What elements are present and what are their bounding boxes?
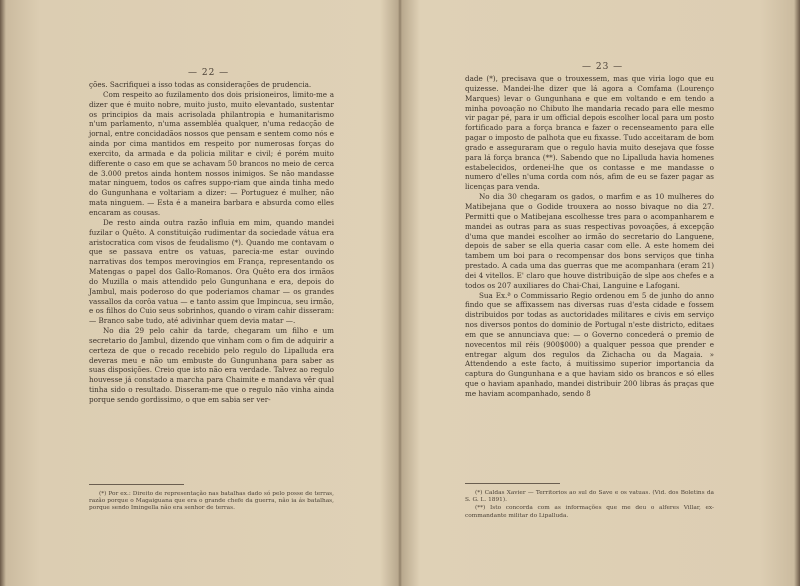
body-text [465,74,714,399]
right-page [400,0,800,586]
paragraph: Sua Ex.ª o Commissario Regio ordenou em 5 de junho do anno findo que se affixassem nas diversas ruas d'esta cidade e fossem distribuidos por todas as auctoridades militares e civis em serviço nos diversos pontos do dominio de Portugal n'este districto, editaes em que se annunciava que: — o Governo concederá o premio de novecentos mil réis (900$000) a qualquer pessoa que prender e entregar algum dos regulos da Zichacha ou da Magaia. » Attendendo a este facto, á muitissimo superior importancia da captura do Gungunhana e a que haviam sido os brancos e só elles que o haviam apanhado, mandei distribuir 200 libras ás praças que me haviam acompanhado, sendo 8 [465,290,714,398]
body-text [89,80,334,405]
paragraph: No dia 29 pelo cahir da tarde, chegaram um filho e um secretario do Jambul, dizendo que vinham com o fim de adquirir a certeza de que o recado recebido pelo regulo do Lipalluda era deveras meu e não um embuste do Gungunhana para saber as suas disposições. Creio que isto não era verdade. Talvez ao regulo houvesse já constado a marcha para Chaimite e mandava vêr qual tinha sido o resultado. Disseram-me que o regulo não vinha ainda porque sendo gordissimo, o que em sabia ser ver- [89,326,334,404]
paragraph: De resto ainda outra razão influia em mim, quando mandei fuzilar o Quêto. A constituição rudimentar da sociedade vátua era aristocratica com visos de feudalismo (*). Quando me contavam o que se passava entre os vatuas, parecia-me estar ouvindo narrativas dos tempos merovingios em França, representando os Matengas o papel dos Gallo-Romanos. Ora Quêto era dos irmãos do Muzilla o mais attendido pelo Gungunhana e era, depois do Jambul, mais poderoso do que poderiamos chamar — os grandes vassallos da corôa vatua — e tanto assim que Impincua, seu irmão, e os filhos do Cuio seus sobrinhos, quando o viram cahir disseram: — Branco sabe tudo, até adivinhar quem devia matar —. [89,217,334,326]
footnote: (*) Caldas Xavier — Territorios ao sul do Save e os vatuas. (Vid. dos Boletins da S. G. L. 1891). [465,490,714,504]
footnote: (**) Isto concorda com as informações que me deu o alferes Villar, ex-commandante militar do Lipalluda. [465,505,714,519]
paragraph: Com respeito ao fuzilamento dos dois prisioneiros, limito-me a dizer que é muito nobre, muito justo, muito elevantado, sustentar os principios da mais acrisolada philantropia e humanitarismo n'um parlamento, n'uma assembléa qualquer, n'uma redacção de jornal, entre concidadãos nossos que pensam e sentem como nós e ainda por cima mantidos em respeito por numerosas forças do exercito, da armada e da policia militar e civil; é porém muito differente o caso em que se achavam 50 brancos no meio de cerca de 3.000 pretos ainda hontem nossos inimigos. Se não mandasse matar ninguem, todos os cafres suppo-riam que ainda tinha medo do Gungunhana e voltariam a dizer: — Portuguez é mulher, não mata ninguem. — Esta é a maneira barbara e absurda como elles encaram as cousas. [89,89,334,217]
footnote-rule [89,484,184,485]
page-number: — 23 — [582,62,624,72]
paragraph: dade (*), precisava que o trouxessem, mas que viria logo que eu quizesse. Mandei-lhe dizer que lá agora a Comfama (Lourenço Marques) levar o Gungunhana e que em voltando e em tendo a minha povoação no Chibuto lhe mandaria recado para elle mesmo vir pagar pé, para ir um official depois escolher local para um posto fortificado para a força branca e fazer o recenseamento para elle pagar o imposto de palhota que eu fixasse. Tudo acceitaram de bom grado e asseguraram que o regulo havia muito desejava que fosse para lá força branca (**). Sabendo que no Lipalluda havia homenes estabelecidos, ordenei-lhe que os contasse e me mandasse o numero d'elles n'uma corda com nós, afim de eu se fazer pagar as licenças para venda. [465,74,714,192]
footnote-rule [465,483,560,484]
page-number: — 22 — [188,68,230,78]
footnotes [89,491,334,514]
footnote: (*) Por ex.: Direito de representação nas batalhas dado só pelo posse de terras, razão porque o Magaiguana que era o grande chefe da guerra, não ia ás batalhas, porque sendo Imingella não era senhor de terras. [89,491,334,512]
footnotes [465,490,714,521]
paragraph: ções. Sacrifiquei a isso todas as considerações de prudencia. [89,80,312,89]
paragraph: No dia 30 chegaram os gados, o marfim e as 10 mulheres do Matibejana que o Godide trouxera ao nosso bivaque no dia 27. Permitti que o Matibejana escolhesse tres para o acompanharem e mandei as outras para as suas respectivas povoações, á excepção d'uma que mandei escolher ao irmão do secretario do Languene, depois de saber se ella queria casar com elle. A este homem dei tambem um boi para o recompensar dos bons serviços que tinha prestado. A cada uma das guerras que me acompanhara (eram 21) dei 4 vitellos. E' claro que houve distribuição de slpe aos chefes e a todos os 207 auxiliares do Chai-Chai, Languine e Lafogani. [465,192,714,290]
